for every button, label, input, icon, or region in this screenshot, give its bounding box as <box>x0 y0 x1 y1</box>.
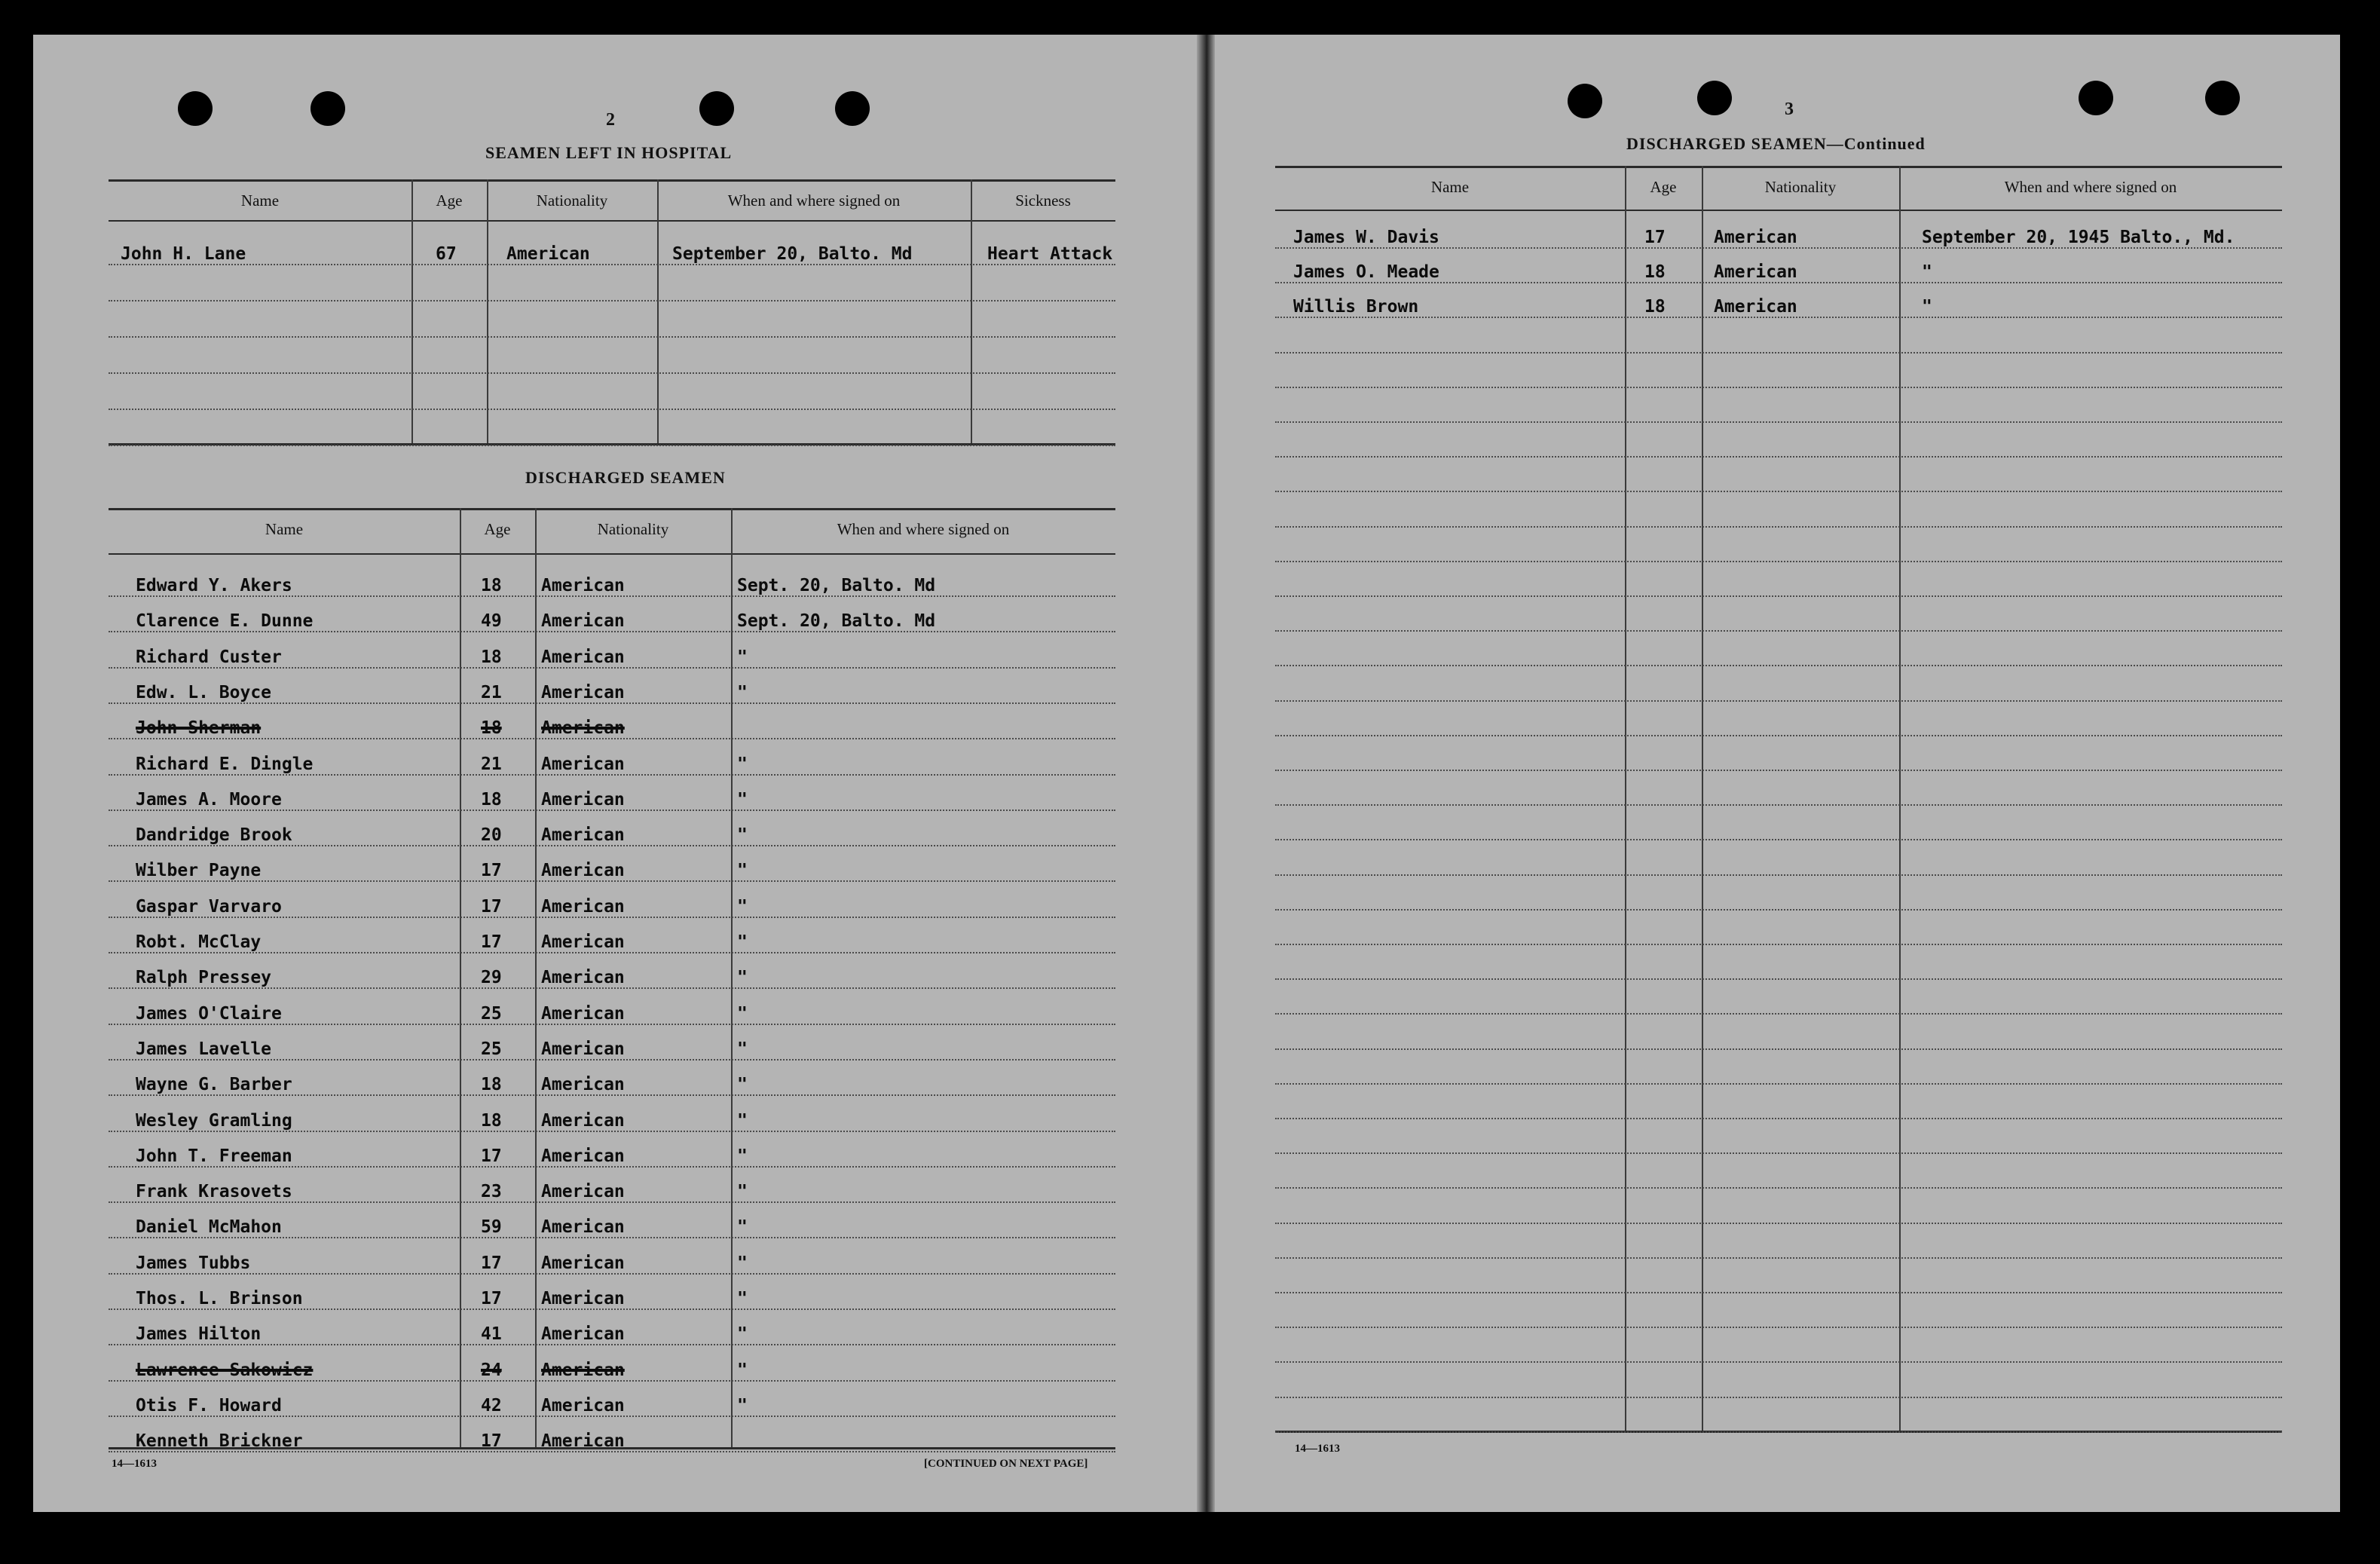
cell-nationality: American <box>541 861 625 881</box>
column-rule <box>460 508 461 1447</box>
ruled-line <box>109 810 1115 811</box>
punch-hole <box>311 91 345 126</box>
cell-signed: " <box>737 1289 748 1308</box>
column-header: Nationality <box>536 191 608 210</box>
header-rule <box>1275 210 2282 211</box>
ruled-line <box>1275 282 2282 283</box>
cell-name: Gaspar Varvaro <box>136 896 282 917</box>
cell-name: Daniel McMahon <box>136 1217 282 1238</box>
cell-nationality: American <box>541 896 625 917</box>
cell-nationality: American <box>541 1253 625 1273</box>
header-rule <box>109 553 1115 555</box>
cell-age: 17 <box>481 896 502 917</box>
column-rule <box>411 179 413 443</box>
ruled-line <box>1275 1397 2282 1398</box>
cell-signed: " <box>737 825 748 846</box>
column-rule <box>731 508 733 1447</box>
right-page <box>1206 35 2340 1512</box>
cell-name: James Tubbs <box>136 1253 251 1273</box>
cell-name: Kenneth Brickner <box>136 1431 303 1452</box>
ruled-line <box>1275 1048 2282 1050</box>
cell-name: Wilber Payne <box>136 861 262 881</box>
column-header: Sickness <box>1015 191 1071 210</box>
page-fold <box>1197 35 1215 1512</box>
cell-age: 49 <box>481 611 502 632</box>
cell-age: 23 <box>481 1182 502 1202</box>
discharged-section-title: DISCHARGED SEAMEN <box>525 468 726 487</box>
cell-age: 21 <box>481 682 502 702</box>
column-rule <box>971 179 972 443</box>
cell-signed: " <box>1922 262 1932 283</box>
ruled-line <box>1275 735 2282 736</box>
ruled-line <box>1275 1013 2282 1015</box>
cell-age: 20 <box>481 825 502 846</box>
punch-hole <box>699 91 734 126</box>
ruled-line <box>109 1451 1115 1452</box>
column-header: Age <box>484 520 511 538</box>
cell-age: 59 <box>481 1217 502 1238</box>
cell-age: 24 <box>481 1360 502 1380</box>
cell-age: 41 <box>481 1324 502 1345</box>
cell-signed: " <box>737 1182 748 1202</box>
ruled-line <box>109 1131 1115 1132</box>
cell-age: 17 <box>481 1146 502 1166</box>
ruled-line <box>1275 1327 2282 1328</box>
ruled-line <box>109 336 1115 338</box>
punch-hole <box>2205 81 2240 115</box>
ruled-line <box>109 1273 1115 1275</box>
column-header: Name <box>240 191 280 210</box>
cell-name: John T. Freeman <box>136 1146 292 1166</box>
ruled-line <box>1275 630 2282 632</box>
ruled-line <box>109 1024 1115 1025</box>
ruled-line <box>109 917 1115 918</box>
cell-age: 18 <box>481 789 502 810</box>
cell-name: Edward Y. Akers <box>136 576 292 595</box>
table-top-rule <box>1275 166 2282 168</box>
column-rule <box>535 508 537 1447</box>
cell-signed: Sept. 20, Balto. Md <box>737 611 936 632</box>
cell-signed: " <box>737 1253 748 1273</box>
ruled-line <box>1275 1361 2282 1363</box>
ruled-line <box>109 1344 1115 1345</box>
hospital-section-title: SEAMEN LEFT IN HOSPITAL <box>485 143 733 162</box>
ruled-line <box>1275 526 2282 528</box>
cell-nationality: American <box>541 1039 625 1059</box>
cell-signed: " <box>737 861 748 881</box>
cell-name: Lawrence Sakowicz <box>136 1360 314 1380</box>
ruled-line <box>1275 595 2282 597</box>
ruled-line <box>1275 247 2282 249</box>
ruled-line <box>1275 874 2282 876</box>
ruled-line <box>1275 944 2282 945</box>
ruled-line <box>109 774 1115 776</box>
cell-nationality: American <box>541 1360 625 1380</box>
cell-nationality: American <box>541 611 625 632</box>
column-header: Nationality <box>597 520 669 538</box>
cell-nationality: American <box>541 1217 625 1238</box>
cell-signed: " <box>737 647 748 667</box>
ruled-line <box>1275 804 2282 806</box>
cell-signed: " <box>737 1075 748 1095</box>
ruled-line <box>1275 1083 2282 1085</box>
ruled-line <box>1275 1187 2282 1189</box>
cell-nationality: American <box>541 1110 625 1131</box>
cell-signed: " <box>737 896 748 917</box>
column-header: Name <box>265 520 304 538</box>
ruled-line <box>109 631 1115 632</box>
ruled-line <box>1275 1223 2282 1224</box>
column-rule <box>1625 166 1626 1431</box>
cell-signed: " <box>737 1395 748 1416</box>
cell-nationality: American <box>541 1075 625 1095</box>
ruled-line <box>109 1416 1115 1417</box>
cell-age: 21 <box>481 754 502 774</box>
cell-name: John Sherman <box>136 718 262 739</box>
ruled-line <box>1275 352 2282 354</box>
cell-sickness: Heart Attack <box>987 244 1113 264</box>
continued-note: [CONTINUED ON NEXT PAGE] <box>924 1458 1088 1470</box>
cell-nationality: American <box>541 1289 625 1308</box>
ruled-line <box>109 300 1115 301</box>
cell-signed: " <box>737 754 748 774</box>
punch-hole <box>1568 84 1602 118</box>
ruled-line <box>109 1094 1115 1096</box>
cell-age: 25 <box>481 1039 502 1059</box>
ruled-line <box>1275 1292 2282 1293</box>
cell-nationality: American <box>541 789 625 810</box>
punch-hole <box>178 91 213 126</box>
ruled-line <box>109 845 1115 846</box>
column-header: Age <box>1650 178 1677 196</box>
ruled-line <box>1275 561 2282 562</box>
cell-age: 17 <box>481 1431 502 1452</box>
ruled-line <box>109 1237 1115 1238</box>
header-rule <box>109 220 1115 222</box>
cell-age: 17 <box>1644 228 1666 247</box>
column-header: Nationality <box>1764 178 1837 196</box>
column-rule <box>487 179 488 443</box>
cell-nationality: American <box>541 1182 625 1202</box>
ruled-line <box>1275 491 2282 492</box>
cell-age: 18 <box>1644 297 1666 317</box>
cell-nationality: American <box>1714 262 1797 283</box>
cell-age: 17 <box>481 1289 502 1308</box>
ruled-line <box>109 372 1115 374</box>
cell-age: 17 <box>481 861 502 881</box>
cell-age: 67 <box>436 244 457 264</box>
column-header: When and where signed on <box>837 520 1010 538</box>
continued-section-title: DISCHARGED SEAMEN—Continued <box>1626 134 1926 153</box>
ruled-line <box>109 595 1115 597</box>
cell-name: Richard E. Dingle <box>136 754 314 774</box>
cell-signed: Sept. 20, Balto. Md <box>737 576 936 595</box>
cell-age: 18 <box>481 1075 502 1095</box>
cell-age: 29 <box>481 968 502 988</box>
column-header: When and where signed on <box>2004 178 2177 196</box>
ruled-line <box>1275 1431 2282 1433</box>
punch-hole <box>1697 81 1732 115</box>
cell-signed: " <box>737 789 748 810</box>
page-number: 2 <box>606 110 615 130</box>
cell-nationality: American <box>506 244 590 264</box>
cell-name: Richard Custer <box>136 647 282 667</box>
cell-name: Frank Krasovets <box>136 1182 292 1202</box>
cell-signed: " <box>737 1039 748 1059</box>
ruled-line <box>109 1380 1115 1382</box>
cell-nationality: American <box>1714 228 1797 247</box>
cell-signed: " <box>737 968 748 988</box>
cell-name: Robt. McClay <box>136 932 262 952</box>
cell-name: Wesley Gramling <box>136 1110 292 1131</box>
cell-nationality: American <box>541 825 625 846</box>
cell-nationality: American <box>541 647 625 667</box>
cell-name: James O'Claire <box>136 1003 282 1024</box>
ruled-line <box>1275 387 2282 388</box>
cell-name: Wayne G. Barber <box>136 1075 292 1095</box>
punch-hole <box>2079 81 2113 115</box>
cell-age: 18 <box>481 647 502 667</box>
cell-name: James Hilton <box>136 1324 262 1345</box>
cell-age: 42 <box>481 1395 502 1416</box>
cell-nationality: American <box>541 968 625 988</box>
ruled-line <box>109 409 1115 410</box>
column-header: When and where signed on <box>727 191 901 210</box>
cell-nationality: American <box>541 682 625 702</box>
ruled-line <box>1275 1118 2282 1119</box>
cell-signed: " <box>737 932 748 952</box>
cell-age: 17 <box>481 1253 502 1273</box>
ruled-line <box>1275 665 2282 666</box>
ruled-line <box>1275 770 2282 771</box>
cell-signed: " <box>737 1324 748 1345</box>
ruled-line <box>109 1166 1115 1168</box>
cell-age: 18 <box>481 718 502 739</box>
page-number: 3 <box>1785 99 1794 119</box>
ruled-line <box>1275 1152 2282 1154</box>
cell-age: 18 <box>481 576 502 595</box>
cell-nationality: American <box>541 1003 625 1024</box>
cell-name: Ralph Pressey <box>136 968 272 988</box>
cell-name: James A. Moore <box>136 789 282 810</box>
cell-nationality: American <box>541 576 625 595</box>
ruled-line <box>1275 839 2282 840</box>
ruled-line <box>109 952 1115 953</box>
ruled-line <box>1275 421 2282 423</box>
cell-nationality: American <box>541 932 625 952</box>
ruled-line <box>1275 456 2282 458</box>
cell-age: 17 <box>481 932 502 952</box>
cell-signed: September 20, 1945 Balto., Md. <box>1922 228 2235 247</box>
cell-name: James W. Davis <box>1293 228 1439 247</box>
cell-age: 18 <box>1644 262 1666 283</box>
column-header: Name <box>1430 178 1470 196</box>
cell-name: John H. Lane <box>121 244 246 264</box>
cell-nationality: American <box>541 1146 625 1166</box>
cell-signed: " <box>737 1003 748 1024</box>
ruled-line <box>109 738 1115 739</box>
cell-age: 18 <box>481 1110 502 1131</box>
cell-name: James O. Meade <box>1293 262 1439 283</box>
ruled-line <box>109 667 1115 669</box>
cell-name: Thos. L. Brinson <box>136 1289 303 1308</box>
form-number: 14—1613 <box>1295 1443 1340 1455</box>
cell-signed: " <box>737 1110 748 1131</box>
ruled-line <box>1275 978 2282 980</box>
form-number: 14—1613 <box>112 1458 157 1470</box>
ruled-line <box>109 987 1115 989</box>
cell-nationality: American <box>541 1395 625 1416</box>
ruled-line <box>109 1308 1115 1310</box>
column-rule <box>657 179 659 443</box>
column-rule <box>1899 166 1901 1431</box>
cell-signed: " <box>737 1217 748 1238</box>
cell-nationality: American <box>541 718 625 739</box>
ruled-line <box>109 702 1115 704</box>
cell-nationality: American <box>541 1324 625 1345</box>
cell-nationality: American <box>541 1431 625 1452</box>
ruled-line <box>109 1059 1115 1061</box>
cell-signed: " <box>737 682 748 702</box>
ruled-line <box>109 1201 1115 1203</box>
ruled-line <box>1275 1257 2282 1259</box>
table-top-rule <box>109 179 1115 182</box>
cell-signed: September 20, Balto. Md <box>672 244 913 264</box>
cell-age: 25 <box>481 1003 502 1024</box>
cell-nationality: American <box>1714 297 1797 317</box>
cell-nationality: American <box>541 754 625 774</box>
ruled-line <box>109 445 1115 446</box>
cell-name: Otis F. Howard <box>136 1395 282 1416</box>
cell-signed: " <box>737 1146 748 1166</box>
column-header: Age <box>436 191 463 210</box>
left-page <box>33 35 1206 1512</box>
column-rule <box>1702 166 1703 1431</box>
cell-name: Clarence E. Dunne <box>136 611 314 632</box>
cell-name: Willis Brown <box>1293 297 1419 317</box>
table-top-rule <box>109 508 1115 510</box>
ruled-line <box>109 264 1115 265</box>
punch-hole <box>835 91 870 126</box>
ruled-line <box>1275 700 2282 702</box>
cell-signed: " <box>737 1360 748 1380</box>
ruled-line <box>1275 909 2282 911</box>
ruled-line <box>1275 317 2282 318</box>
cell-signed: " <box>1922 297 1932 317</box>
cell-name: Dandridge Brook <box>136 825 292 846</box>
cell-name: James Lavelle <box>136 1039 272 1059</box>
ruled-line <box>109 880 1115 882</box>
cell-name: Edw. L. Boyce <box>136 682 272 702</box>
